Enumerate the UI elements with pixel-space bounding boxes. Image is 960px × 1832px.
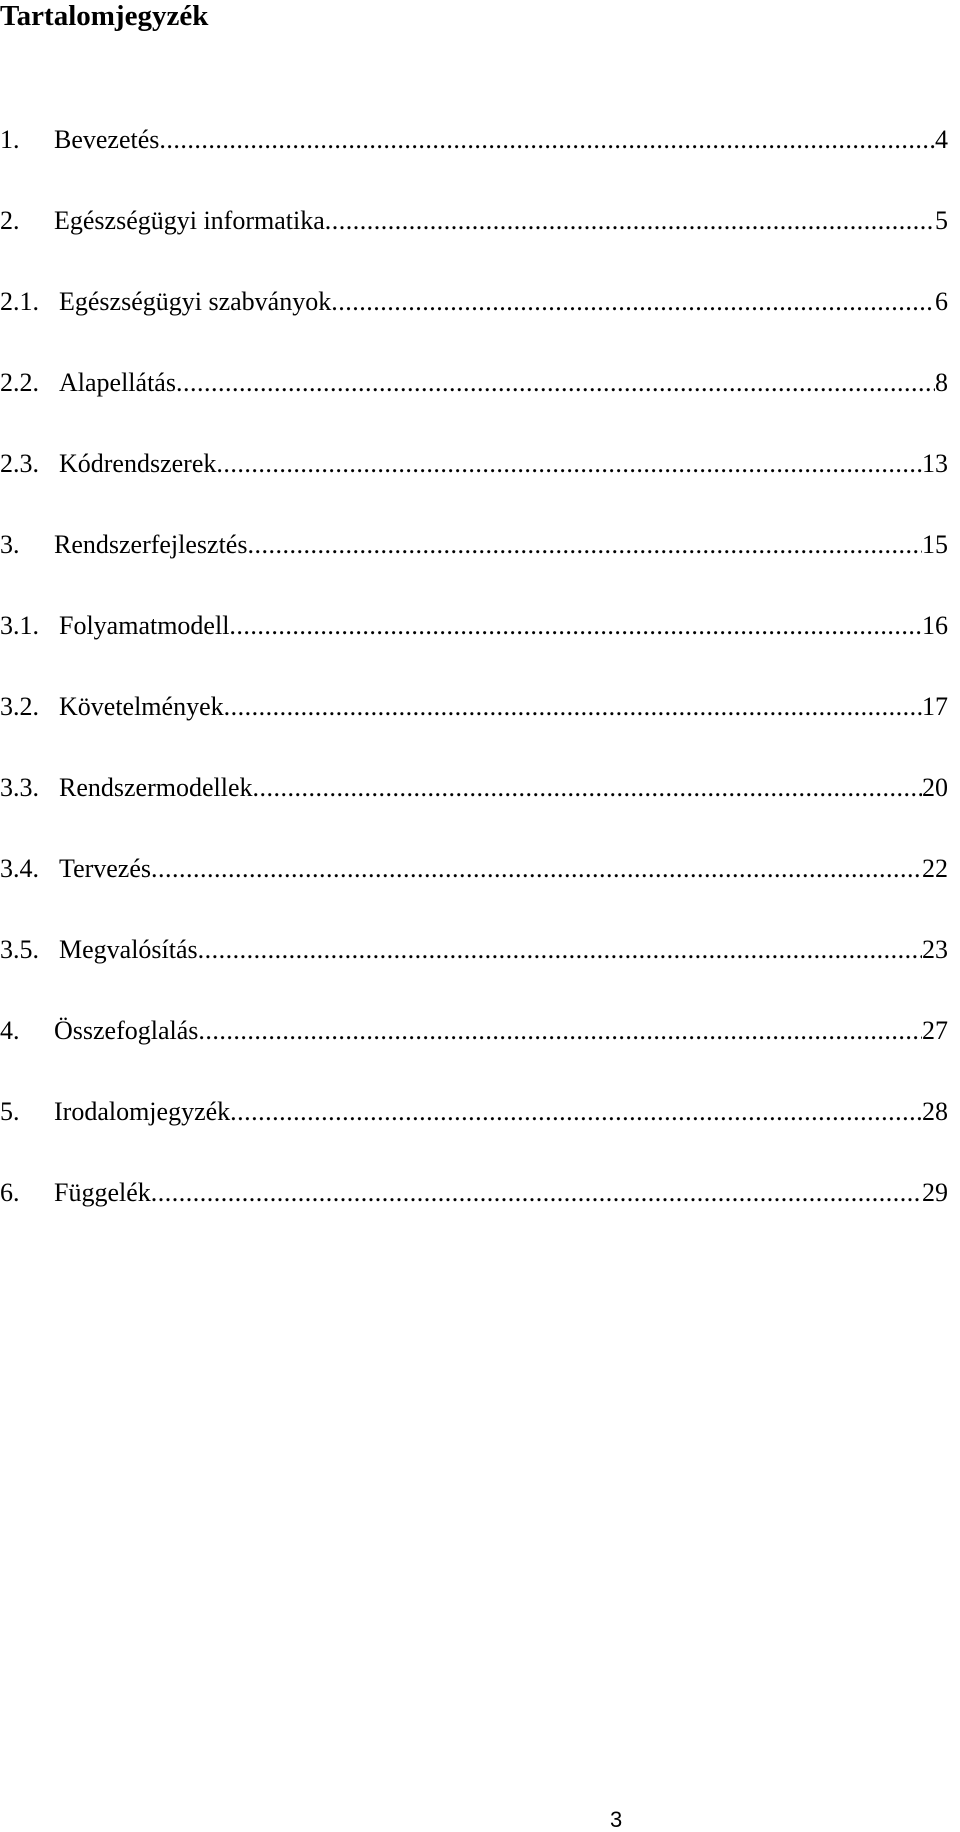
toc-entry-number: 3. <box>0 530 20 559</box>
toc-leader-dots <box>151 853 922 885</box>
toc-entry-title: Irodalomjegyzék <box>54 1097 231 1126</box>
toc-entry-page: 16 <box>922 611 948 640</box>
toc-entry-number: 3.2. <box>0 692 39 721</box>
page-title: Tartalomjegyzék <box>0 0 209 32</box>
toc-leader-dots <box>159 124 935 156</box>
toc-entry-number: 2. <box>0 206 20 235</box>
toc-entry-number: 3.3. <box>0 773 39 802</box>
toc-entry-page: 15 <box>922 530 948 559</box>
toc-entry[interactable] <box>0 853 948 885</box>
toc-entry-title: Folyamatmodell <box>59 611 230 640</box>
toc-entry[interactable] <box>0 1015 948 1047</box>
toc-entry-title: Rendszermodellek <box>59 773 253 802</box>
toc-entry[interactable] <box>0 448 948 480</box>
toc-entry[interactable] <box>0 691 948 723</box>
toc-entry[interactable] <box>0 205 948 237</box>
toc-leader-dots <box>229 610 922 642</box>
toc-entry-title: Követelmények <box>59 692 224 721</box>
toc-entry-page: 8 <box>935 368 948 397</box>
toc-entry-page: 6 <box>935 287 948 316</box>
toc-entry-number: 3.5. <box>0 935 39 964</box>
toc-leader-dots <box>253 772 923 804</box>
toc-entry-page: 27 <box>922 1016 948 1045</box>
toc-entry-page: 23 <box>922 935 948 964</box>
toc-entry-page: 20 <box>922 773 948 802</box>
toc-leader-dots <box>331 286 935 318</box>
toc-entry-page: 13 <box>922 449 948 478</box>
toc-entry[interactable] <box>0 367 948 399</box>
toc-leader-dots <box>224 691 922 723</box>
toc-entry-title: Összefoglalás <box>54 1016 199 1045</box>
toc-entry-page: 29 <box>922 1178 948 1207</box>
toc-entry-title: Kódrendszerek <box>59 449 217 478</box>
toc-entry-title: Egészségügyi szabványok <box>59 287 332 316</box>
toc-leader-dots <box>230 1096 922 1128</box>
toc-entry-title: Megvalósítás <box>59 935 198 964</box>
toc-entry[interactable] <box>0 610 948 642</box>
toc-entry-number: 3.1. <box>0 611 39 640</box>
toc-entry-number: 2.1. <box>0 287 39 316</box>
toc-entry[interactable] <box>0 124 948 156</box>
toc-entry-title: Függelék <box>54 1178 151 1207</box>
toc-entry[interactable] <box>0 286 948 318</box>
toc-entry-title: Egészségügyi informatika <box>54 206 325 235</box>
toc-entry-number: 6. <box>0 1178 20 1207</box>
toc-entry-number: 5. <box>0 1097 20 1126</box>
toc-entry-title: Rendszerfejlesztés <box>54 530 248 559</box>
toc-entry-page: 22 <box>922 854 948 883</box>
toc-entry-number: 4. <box>0 1016 20 1045</box>
toc-entry-number: 3.4. <box>0 854 39 883</box>
toc-entry-number: 2.2. <box>0 368 39 397</box>
toc-entry-page: 28 <box>922 1097 948 1126</box>
toc-entry-title: Tervezés <box>59 854 152 883</box>
footer-page-number: 3 <box>610 1807 623 1832</box>
toc-leader-dots <box>176 367 935 399</box>
toc-entry-page: 5 <box>935 206 948 235</box>
toc-entry[interactable] <box>0 529 948 561</box>
toc-entry-title: Bevezetés <box>54 125 160 154</box>
toc-leader-dots <box>198 1015 922 1047</box>
toc-leader-dots <box>151 1177 922 1209</box>
toc-leader-dots <box>198 934 922 966</box>
toc-entry-number: 1. <box>0 125 20 154</box>
toc-entry-page: 17 <box>922 692 948 721</box>
toc-entry-page: 4 <box>935 125 948 154</box>
toc-entry-title: Alapellátás <box>59 368 176 397</box>
toc-entry[interactable] <box>0 1177 948 1209</box>
toc-leader-dots <box>216 448 922 480</box>
toc-leader-dots <box>247 529 922 561</box>
toc-entry-number: 2.3. <box>0 449 39 478</box>
toc-entry[interactable] <box>0 1096 948 1128</box>
toc-entry[interactable] <box>0 772 948 804</box>
toc-entry[interactable] <box>0 934 948 966</box>
toc-leader-dots <box>325 205 935 237</box>
